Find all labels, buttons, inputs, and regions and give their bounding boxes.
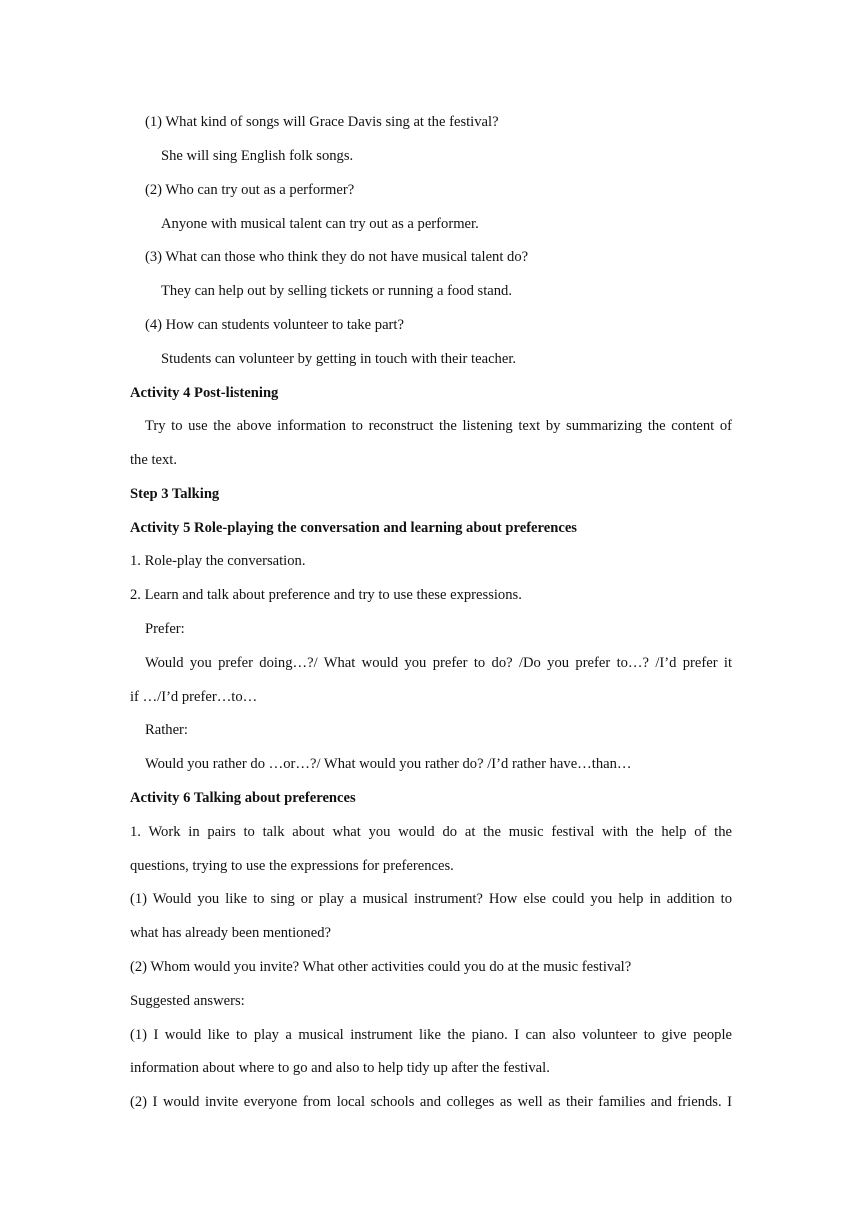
suggested-answers-label: Suggested answers: (130, 993, 245, 1009)
question-4: (4) How can students volunteer to take part? (145, 317, 404, 333)
question-2: (2) Who can try out as a performer? (145, 182, 355, 198)
answer-1: She will sing English folk songs. (161, 148, 354, 164)
question-3: (3) What can those who think they do not have musical talent do? (145, 249, 529, 265)
prefer-text-line-1: Would you prefer doing…?/ What would you prefer to do? /Do you prefer to…? /I’d prefer it (145, 655, 732, 671)
activity-6-item-1-line-2: questions, trying to use the expressions for preferences. (130, 858, 454, 874)
prefer-label: Prefer: (145, 621, 185, 637)
rather-text: Would you rather do …or…?/ What would you rather do? /I’d rather have…than… (145, 756, 632, 772)
step-3-heading: Step 3 Talking (130, 486, 220, 502)
answer-2: Anyone with musical talent can try out as a performer. (161, 216, 479, 232)
rather-label: Rather: (145, 722, 188, 738)
suggested-answer-2-line-1: (2) I would invite everyone from local schools and colleges as well as their families and friends. I (130, 1094, 732, 1110)
activity-6-item-1-line-1: 1. Work in pairs to talk about what you would do at the music festival with the help of the (130, 824, 732, 840)
suggested-answer-1-line-2: information about where to go and also to help tidy up after the festival. (130, 1060, 550, 1076)
activity-5-item-2: 2. Learn and talk about preference and try to use these expressions. (130, 587, 522, 603)
prefer-text-line-2: if …/I’d prefer…to… (130, 689, 258, 705)
activity-6-question-2: (2) Whom would you invite? What other activities could you do at the music festival? (130, 959, 632, 975)
activity-4-text-line-1: Try to use the above information to reconstruct the listening text by summarizing the content of (145, 418, 732, 434)
activity-4-heading: Activity 4 Post-listening (130, 385, 279, 401)
activity-6-heading: Activity 6 Talking about preferences (130, 790, 356, 806)
answer-3: They can help out by selling tickets or running a food stand. (161, 283, 512, 299)
activity-5-heading: Activity 5 Role-playing the conversation and learning about preferences (130, 520, 577, 536)
answer-4: Students can volunteer by getting in touch with their teacher. (161, 351, 517, 367)
suggested-answer-1-line-1: (1) I would like to play a musical instrument like the piano. I can also volunteer to give people (130, 1027, 732, 1043)
question-1: (1) What kind of songs will Grace Davis sing at the festival? (145, 114, 499, 130)
activity-4-text-line-2: the text. (130, 452, 178, 468)
activity-6-question-1-line-1: (1) Would you like to sing or play a musical instrument? How else could you help in addition to (130, 891, 732, 907)
activity-5-item-1: 1. Role-play the conversation. (130, 553, 306, 569)
activity-6-question-1-line-2: what has already been mentioned? (130, 925, 331, 941)
